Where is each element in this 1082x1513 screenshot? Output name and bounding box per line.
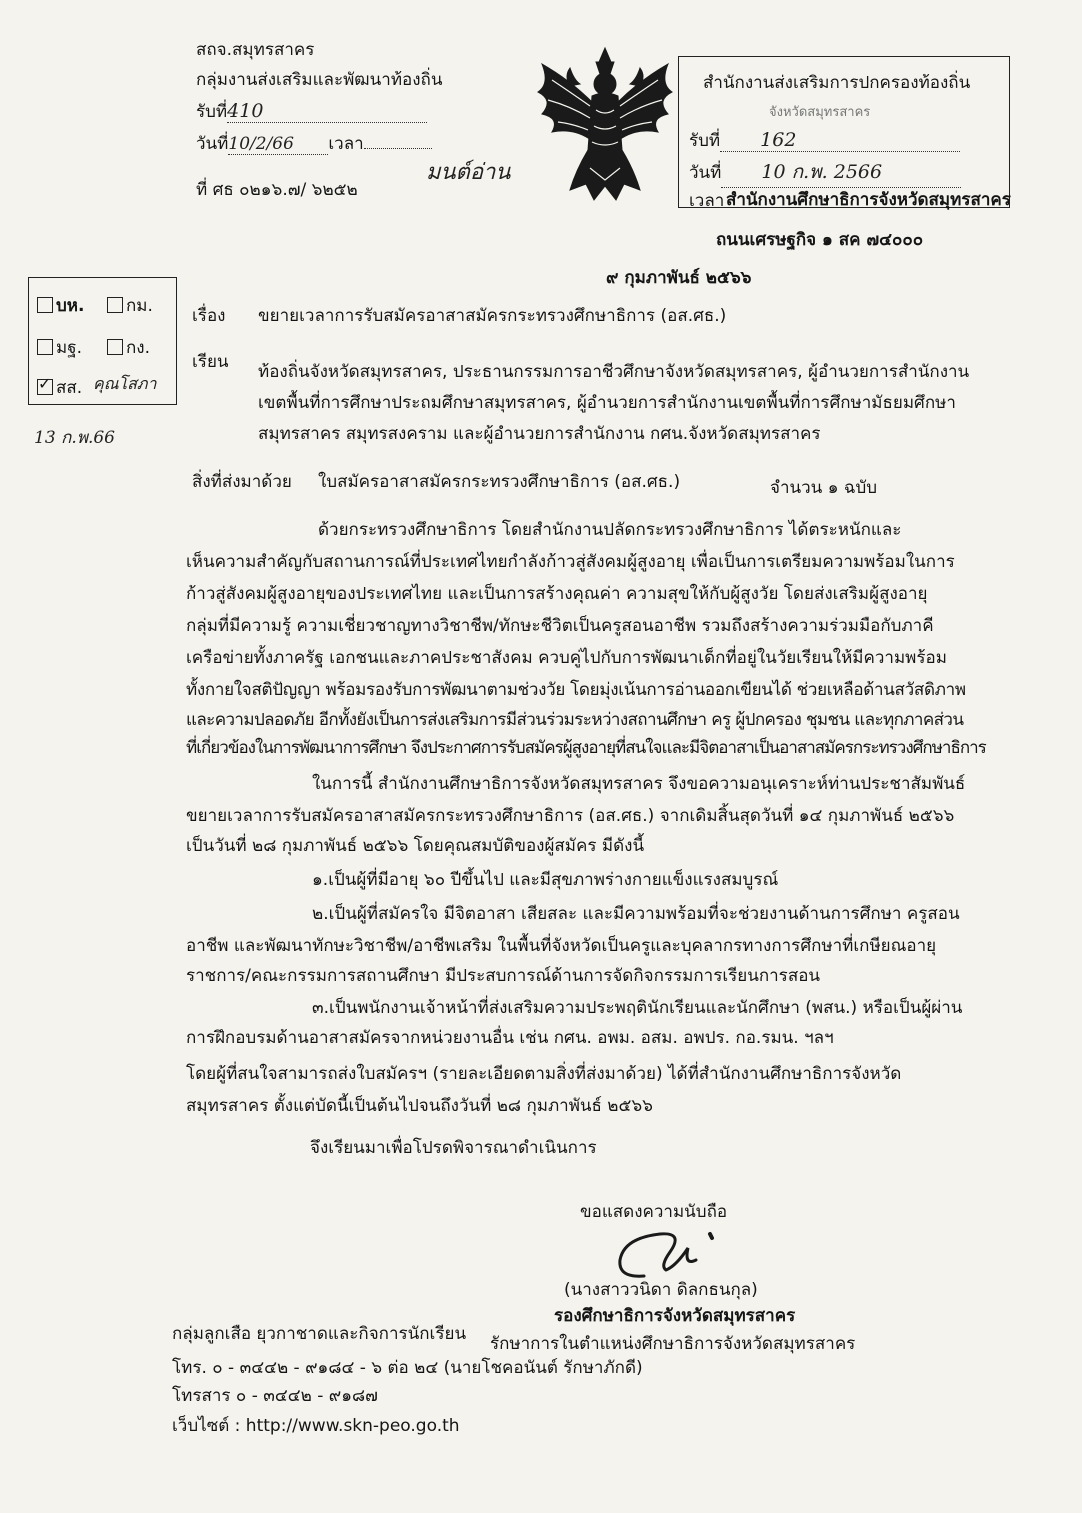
routing-handwritten-date: 13 ก.พ.66: [34, 428, 115, 448]
para1-line: ที่เกี่ยวข้องในการพัฒนาการศึกษา จึงประกาศการรับสมัครผู้สูงอายุที่สนใจและมีจิตอาสาเป็นอาสาสมัครกระทรวงศึกษาธิการ: [186, 738, 986, 758]
closing-text: จึงเรียนมาเพื่อโปรดพิจารณาดำเนินการ: [310, 1138, 597, 1158]
sender-address: ถนนเศรษฐกิจ ๑ สค ๗๔๐๐๐: [716, 230, 924, 250]
recv-date-value: 10/2/66: [228, 134, 328, 155]
stamp-time-row: [689, 187, 724, 214]
signer-name: (นางสาววนิดา ดิลกธนกุล): [564, 1280, 758, 1300]
para3-line: สมุทรสาคร ตั้งแต่บัดนี้เป็นต้นไปจนถึงวันที่ ๒๘ กุมภาพันธ์ ๒๕๖๖: [186, 1096, 653, 1116]
recv-time-label: เวลา: [328, 134, 364, 154]
para2-line: ขยายเวลาการรับสมัครอาสาสมัครกระทรวงศึกษาธิการ (อส.ศธ.) จากเดิมสิ้นสุดวันที่ ๑๔ กุมภาพันธ์ ๒๕๖๖: [186, 806, 955, 826]
regards-text: ขอแสดงความนับถือ: [580, 1202, 728, 1222]
recv-org: สถจ.สมุทรสาคร: [196, 40, 315, 60]
recv-number-label: รับที่: [196, 102, 228, 122]
item2-line: อาชีพ และพัฒนาทักษะวิชาชีพ/อาชีพเสริม ในพื้นที่จังหวัดเป็นครูและบุคลากรทางการศึกษาที่เกษียณอายุ: [186, 936, 937, 956]
garuda-emblem: [530, 40, 680, 212]
para1-line: เครือข่ายทั้งภาครัฐ เอกชนและภาคประชาสังคม ควบคู่ไปกับการพัฒนาเด็กที่อยู่ในวัยเรียนให้มีความพร้อม: [186, 648, 947, 668]
stamp-date-row: [689, 157, 961, 188]
stamp-recv-value: 162: [720, 129, 960, 152]
enclosure-label: สิ่งที่ส่งมาด้วย: [192, 472, 292, 492]
routing-item: กม.: [107, 292, 153, 319]
handwritten-note: มนต์อ่าน: [426, 160, 511, 185]
para2-line: ในการนี้ สำนักงานศึกษาธิการจังหวัดสมุทรสาคร จึงขอความอนุเคราะห์ท่านประชาสัมพันธ์: [312, 774, 966, 794]
routing-item-checked: ✓สส.: [37, 374, 82, 401]
item3-line: ๓.เป็นพนักงานเจ้าหน้าที่ส่งเสริมความประพฤตินักเรียนและนักศึกษา (พสน.) หรือเป็นผู้ผ่าน: [312, 998, 963, 1018]
recv-number-row: [196, 98, 427, 125]
item1-line: ๑.เป็นผู้ที่มีอายุ ๖๐ ปีขึ้นไป และมีสุขภาพร่างกายแข็งแรงสมบูรณ์: [312, 870, 779, 890]
document-number: ที่ ศธ ๐๒๑๖.๗/ ๖๒๕๒: [196, 180, 358, 200]
stamp-org: สำนักงานส่งเสริมการปกครองท้องถิ่น: [703, 73, 971, 93]
stamp-time-label: เวลา: [689, 191, 725, 211]
recv-number-value: 410: [227, 100, 427, 123]
document-date: ๙ กุมภาพันธ์ ๒๕๖๖: [606, 268, 752, 288]
recv-division: กลุ่มงานส่งเสริมและพัฒนาท้องถิ่น: [196, 70, 443, 90]
enclosure-count: จำนวน ๑ ฉบับ: [770, 478, 878, 498]
stamp-sub: จังหวัดสมุทรสาคร: [769, 105, 871, 120]
item2-line: ๒.เป็นผู้ที่สมัครใจ มีจิตอาสา เสียสละ และมีความพร้อมที่จะช่วยงานด้านการศึกษา ครูสอน: [312, 904, 960, 924]
stamp-date-label: วันที่: [689, 163, 722, 183]
contact-fax: โทรสาร ๐ - ๓๔๔๒ - ๙๑๘๗: [172, 1386, 378, 1406]
sender-office: สำนักงานศึกษาธิการจังหวัดสมุทรสาคร: [726, 190, 1011, 210]
para1-line: ก้าวสู่สังคมผู้สูงอายุของประเทศไทย และเป็นการสร้างคุณค่า ความสุขให้กับผู้สูงวัย โดยส่งเสริมผู้สูงอายุ: [186, 584, 928, 604]
routing-item: บห.: [37, 292, 84, 319]
para1-line: ทั้งกายใจสติปัญญา พร้อมรองรับการพัฒนาตามช่วงวัย โดยมุ่งเน้นการอ่านออกเขียนได้ ช่วยเหลือด้านสวัสดิภาพ: [186, 680, 966, 700]
para1-line: ด้วยกระทรวงศึกษาธิการ โดยสำนักงานปลัดกระทรวงศึกษาธิการ ได้ตระหนักและ: [318, 520, 902, 540]
signer-title2: รักษาการในตำแหน่งศึกษาธิการจังหวัดสมุทรสาคร: [490, 1334, 856, 1354]
enclosure-text: ใบสมัครอาสาสมัครกระทรวงศึกษาธิการ (อส.ศธ.): [318, 472, 681, 492]
subject-text: ขยายเวลาการรับสมัครอาสาสมัครกระทรวงศึกษาธิการ (อส.ศธ.): [258, 306, 727, 326]
to-line: สมุทรสาคร สมุทรสงคราม และผู้อำนวยการสำนักงาน กศน.จังหวัดสมุทรสาคร: [258, 424, 821, 444]
subject-label: เรื่อง: [192, 306, 226, 326]
to-label: เรียน: [192, 352, 229, 372]
stamp-date-value: 10 ก.พ. 2566: [721, 157, 961, 188]
stamp-recv-row: [689, 127, 960, 154]
item3-line: การฝึกอบรมด้านอาสาสมัครจากหน่วยงานอื่น เช่น กศน. อพม. อสม. อพปร. กอ.รมน. ฯลฯ: [186, 1028, 834, 1048]
to-line: ท้องถิ่นจังหวัดสมุทรสาคร, ประธานกรรมการอาชีวศึกษาจังหวัดสมุทรสาคร, ผู้อำนวยการสำนักงาน: [258, 362, 970, 382]
contact-website: เว็บไซต์ : http://www.skn-peo.go.th: [172, 1416, 460, 1436]
para3-line: โดยผู้ที่สนใจสามารถส่งใบสมัครฯ (รายละเอียดตามสิ่งที่ส่งมาด้วย) ได้ที่สำนักงานศึกษาธิการจังหวัด: [186, 1064, 902, 1084]
stamp-recv-label: รับที่: [689, 131, 721, 151]
signer-title1: รองศึกษาธิการจังหวัดสมุทรสาคร: [554, 1306, 796, 1326]
para2-line: เป็นวันที่ ๒๘ กุมภาพันธ์ ๒๕๖๖ โดยคุณสมบัติของผู้สมัคร มีดังนี้: [186, 836, 645, 856]
routing-handwritten-name: คุณโสภา: [93, 374, 157, 393]
routing-box: [28, 277, 177, 405]
para1-line: กลุ่มที่มีความรู้ ความเชี่ยวชาญทางวิชาชีพ/ทักษะชีวิตเป็นครูสอนอาชีพ รวมถึงสร้างความร่วมมือกับภาคี: [186, 616, 934, 636]
routing-item: มฐ.: [37, 334, 82, 361]
recv-date-label: วันที่: [196, 134, 229, 154]
recv-date-row: [196, 130, 432, 157]
routing-item: กง.: [107, 334, 150, 361]
to-line: เขตพื้นที่การศึกษาประถมศึกษาสมุทรสาคร, ผู้อำนวยการสำนักงานเขตพื้นที่การศึกษามัธยมศึกษา: [258, 393, 956, 413]
para1-line: เห็นความสำคัญกับสถานการณ์ที่ประเทศไทยกำลังก้าวสู่สังคมผู้สูงอายุ เพื่อเป็นการเตรียมความพร้อมในการ: [186, 552, 955, 572]
contact-dept: กลุ่มลูกเสือ ยุวกาชาดและกิจการนักเรียน: [172, 1324, 467, 1344]
item2-line: ราชการ/คณะกรรมการสถานศึกษา มีประสบการณ์ด้านการจัดกิจกรรมการเรียนการสอน: [186, 966, 821, 986]
contact-phone: โทร. ๐ - ๓๔๔๒ - ๙๑๘๔ - ๖ ต่อ ๒๔ (นายโชคอนันต์ รักษาภักดี): [172, 1358, 643, 1378]
para1-line: และความปลอดภัย อีกทั้งยังเป็นการส่งเสริมการมีส่วนร่วมระหว่างสถานศึกษา ครู ผู้ปกครอง ชุมชน และทุกภาคส่วน: [186, 710, 964, 730]
